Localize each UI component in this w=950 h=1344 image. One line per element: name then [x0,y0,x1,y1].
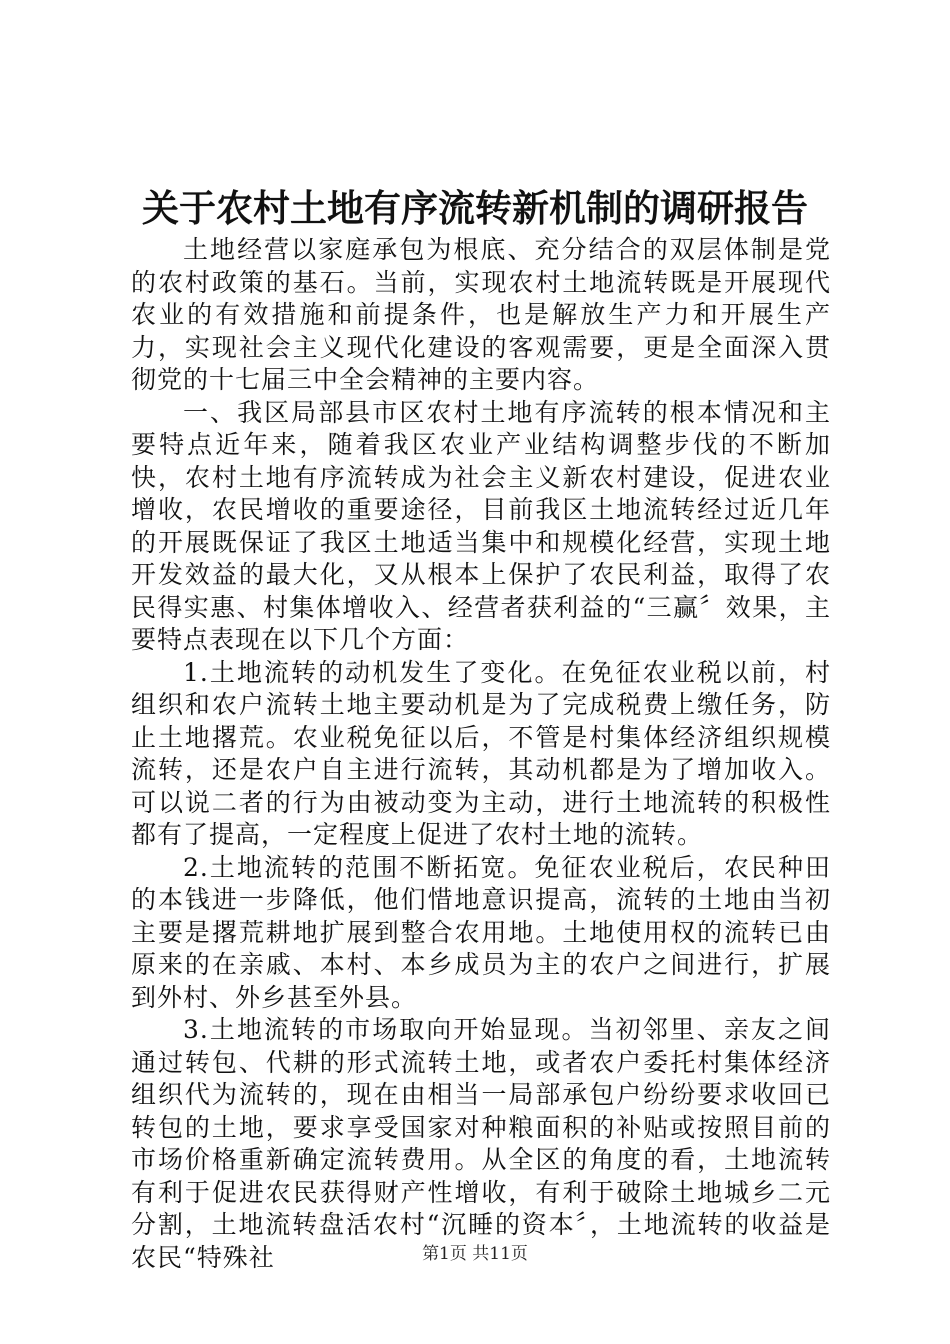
paragraph-point-1: 1.土地流转的动机发生了变化。在免征农业税以前，村组织和农户流转土地主要动机是为了完成税费上缴任务，防止土地撂荒。农业税免征以后，不管是村集体经济组织规模流转，还是农户自主进行流转，其动机都是为了增加收入。可以说二者的行为由被动变为主动，进行土地流转的积极性都有了提高，一定程度上促进了农村土地的流转。 [131,657,831,849]
document-body [131,234,831,1274]
paragraph-point-2: 2.土地流转的范围不断拓宽。免征农业税后，农民种田的本钱进一步降低，他们惜地意识提高，流转的土地由当初主要是撂荒耕地扩展到整合农用地。土地使用权的流转已由原来的在亲戚、本村、本乡成员为主的农户之间进行，扩展到外村、外乡甚至外县。 [131,852,831,1012]
paragraph-point-3: 3.土地流转的市场取向开始显现。当初邻里、亲友之间通过转包、代耕的形式流转土地，或者农户委托村集体经济组织代为流转的，现在由相当一局部承包户纷纷要求收回已转包的土地，要求享受国家对种粮面积的补贴或按照目前的市场价格重新确定流转费用。从全区的角度的看，土地流转有利于促进农民获得财产性增收，有利于破除土地城乡二元分割，土地流转盘活农村“沉睡的资本〞，土地流转的收益是农民“特殊社 [131,1015,831,1272]
paragraph-section-one: 一、我区局部县市区农村土地有序流转的根本情况和主要特点近年来，随着我区农业产业结构调整步伐的不断加快，农村土地有序流转成为社会主义新农村建设，促进农业增收，农民增收的重要途径，目前我区土地流转经过近几年的开展既保证了我区土地适当集中和规模化经营，实现土地开发效益的最大化，又从根本上保护了农民利益，取得了农民得实惠、村集体增收入、经营者获利益的“三赢〞效果，主要特点表现在以下几个方面： [131,397,831,654]
paragraph-intro: 土地经营以家庭承包为根底、充分结合的双层体制是党的农村政策的基石。当前，实现农村土地流转既是开展现代农业的有效措施和前提条件，也是解放生产力和开展生产力，实现社会主义现代化建设的客观需要，更是全面深入贯彻党的十七届三中全会精神的主要内容。 [131,235,831,394]
page-title: 关于农村土地有序流转新机制的调研报告 [142,187,808,230]
page-number-footer: 第1页 共11页 [422,1244,528,1264]
